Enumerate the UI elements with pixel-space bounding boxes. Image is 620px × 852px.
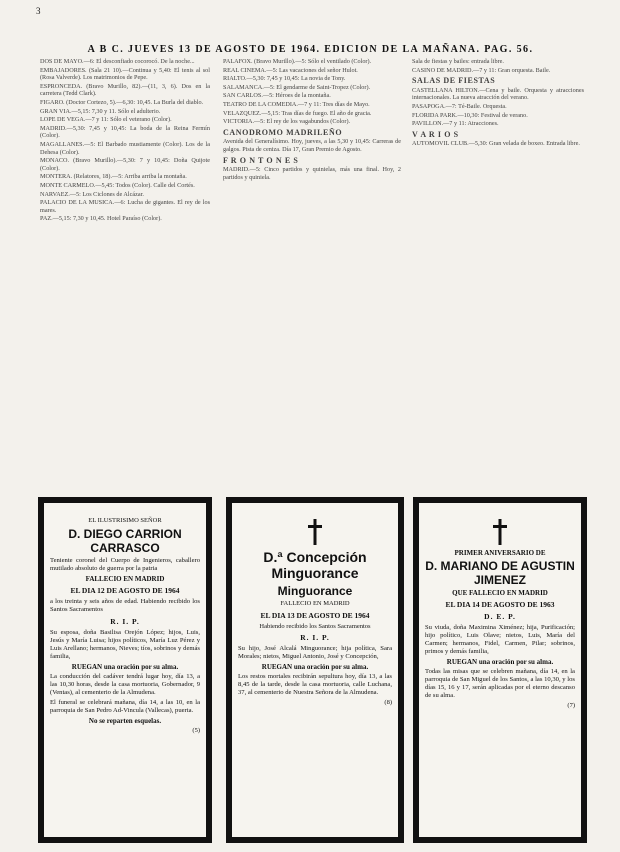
section-heading: SALAS DE FIESTAS bbox=[412, 76, 496, 86]
section-text: AUTOMOVIL CLUB.—5,30: Gran velada de boxeo. Entrada libre. bbox=[412, 140, 580, 148]
listing-entry: PAVILLON.—7 y 11: Atracciones. bbox=[412, 120, 499, 128]
notice-family: Su viuda, doña Maximina Ximénez; hija, Purificación; hijo político, Luis Olave; nietos, Luis, María del Carmen; hermanos, Fidel, Carmen, Pilar; sobrinos, primos y demás familia, bbox=[425, 624, 575, 655]
listing-entry: CASINO DE MADRID.—7 y 11: Gran orquesta. Baile. bbox=[412, 66, 551, 74]
page-header: A B C. JUEVES 13 DE AGOSTO DE 1964. EDICION DE LA MAÑANA. PAG. 56. bbox=[87, 44, 534, 55]
listing-entry: FIGARO. (Doctor Cortezo, 5).—6,30: 10,45. La Burla del diablo. bbox=[40, 98, 204, 106]
notice-date: EL DIA 14 DE AGOSTO DE 1963 bbox=[445, 600, 555, 609]
section-heading: V A R I O S bbox=[412, 129, 459, 139]
notice-request: RUEGAN una oración por su alma. bbox=[261, 663, 369, 671]
notice-name: D. MARIANO DE AGUSTIN JIMENEZ bbox=[425, 559, 575, 587]
listing-entry: RIALTO.—5,30: 7,45 y 10,45: La novia de Tony. bbox=[223, 75, 346, 83]
listing-entry: SALAMANCA.—5: El gendarme de Saint-Tropez (Color). bbox=[223, 83, 371, 91]
listing-entry: VICTORIA.—5: El rey de los vagabundos (Color). bbox=[223, 118, 351, 126]
notice-died: FALLECIO EN MADRID bbox=[280, 600, 350, 607]
section-text: CASTELLANA HILTON.—Cena y baile. Orquesta y atracciones internacionales. La nueva atracción del verano. bbox=[412, 86, 584, 102]
listing-entry: NARVAEZ.—5: Los Ciclones de Alcázar. bbox=[40, 190, 144, 198]
listing-entry: SAN CARLOS.—5: Héroes de la montaña. bbox=[223, 92, 331, 100]
listing-entry: MAGALLANES.—5: El Barbado mustiamente (Color). Los de la Dehesa (Color). bbox=[40, 140, 210, 156]
obituary-notice-1 bbox=[38, 497, 212, 843]
section-heading: F R O N T O N E S bbox=[223, 155, 299, 165]
corner-mark: 3 bbox=[36, 6, 41, 16]
listing-entry: GRAN VIA.—5,15: 7,30 y 11. Sólo el adulterio. bbox=[40, 107, 161, 115]
notice-request: RUEGAN una oración por su alma. bbox=[446, 658, 554, 666]
listings-column-1 bbox=[40, 58, 210, 490]
listing-entry: PAZ.—5,15: 7,30 y 10,45. Hotel Paraíso (Color). bbox=[40, 215, 162, 223]
notice-died: QUE FALLECIO EN MADRID bbox=[452, 589, 548, 597]
listing-entry: REAL CINEMA.—5: Las vacaciones del señor Hulot. bbox=[223, 66, 358, 74]
notice-rip: D. E. P. bbox=[484, 612, 516, 621]
notice-note: No se reparten esquelas. bbox=[88, 716, 162, 725]
notice-name-2: Minguorance bbox=[277, 584, 353, 598]
listings-column-3 bbox=[412, 58, 584, 490]
notice-date: EL DIA 13 DE AGOSTO DE 1964 bbox=[260, 610, 370, 620]
notice-died: FALLECIO EN MADRID bbox=[85, 574, 165, 583]
listing-entry: Sala de fiestas y bailes: entrada libre. bbox=[412, 58, 504, 65]
listing-entry: VELAZQUEZ.—5,15: Tras días de fuego. El año de gracia. bbox=[223, 109, 372, 117]
notice-age: a los treinta y seis años de edad. Habiendo recibido los Santos Sacramentos bbox=[50, 597, 200, 613]
listing-entry: DOS DE MAYO.—6: El desconfiado cocorocó. De la noche... bbox=[40, 58, 195, 65]
notice-date: EL DIA 12 DE AGOSTO DE 1964 bbox=[70, 585, 180, 595]
notice-family: Su hijo, José Alcalá Minguorance; hija política, Sara Morales; nietos, Miguel Antonio, José y Concepción, bbox=[238, 645, 392, 660]
notice-rip: R. I. P. bbox=[300, 633, 330, 642]
notice-description: Teniente coronel del Cuerpo de Ingenieros, caballero mutilado absoluto de guerra por la patria bbox=[50, 556, 200, 572]
notice-funeral: Los restos mortales recibirán sepultura hoy, día 13, a las 8,45 de la tarde, desde la casa mortuoria, calle Luchana, 37, al cementerio de Nuestra Señora de la Almudena. bbox=[238, 673, 392, 696]
listing-entry: MONTERA. (Relatores, 18).—5: Arriba arriba la montaña. bbox=[40, 173, 187, 181]
notice-funeral: El funeral se celebrará mañana, día 14, a las 10, en la parroquia de San Pedro Ad-Vincula (Vallecas), puerta. bbox=[50, 698, 200, 714]
listing-entry: FLORIDA PARK.—10,30: Festival de verano. bbox=[412, 111, 528, 119]
notice-request: RUEGAN una oración por su alma. bbox=[71, 662, 179, 671]
notice-name: D.ª Concepción Minguorance bbox=[263, 549, 367, 581]
listing-entry: MONACO. (Bravo Murillo).—5,30: 7 y 10,45: Doña Quijote (Color). bbox=[40, 157, 210, 172]
section-text: MADRID.—5: Cinco partidos y quinielas, más una final. Hoy, 2 partidos y quiniela. bbox=[223, 166, 401, 181]
notice-ref: (8) bbox=[384, 699, 392, 706]
listing-entry: LOPE DE VEGA.—7 y 11: Sólo el veterano (Color). bbox=[40, 116, 172, 124]
notice-name: D. DIEGO CARRION CARRASCO bbox=[68, 526, 182, 555]
listings-column-2 bbox=[223, 58, 401, 490]
notice-ref: (7) bbox=[567, 702, 575, 709]
obituary-notice-2 bbox=[226, 497, 404, 843]
notice-intro: EL ILUSTRISIMO SEÑOR bbox=[88, 517, 162, 524]
section-heading: CANODROMO MADRILEÑO bbox=[223, 127, 343, 137]
listing-entry: MADRID.—5,30: 7,45 y 10,45: La boda de la Reina Fermín (Color). bbox=[40, 124, 210, 140]
listing-entry: PALAFOX. (Bravo Murillo).—5: Sólo el ventilado (Color). bbox=[223, 58, 372, 65]
notice-family: Su esposa, doña Basilisa Orejón López; hijos, Luis, Jesús y María Luisa; hijos políticos, María Luz Pérez y Luis Arellano; hermanos, Nieves; tíos, sobrinos y demás familia, bbox=[50, 628, 200, 660]
listing-entry: PALACIO DE LA MUSICA.—6: Lucha de gigantes. El rey de los mares. bbox=[40, 199, 210, 214]
cross-icon bbox=[308, 519, 322, 545]
obituary-notice-3 bbox=[413, 497, 587, 843]
section-text: Avenida del Generalísimo. Hoy, jueves, a las 5,30 y 10,45: Carreras de galgos. Pista de ceniza. Día 17, Gran Premio de Agosto. bbox=[223, 138, 401, 153]
notice-ref: (5) bbox=[192, 726, 200, 734]
listing-entry: EMBAJADORES. (Sala 21 10).—Continua y 5,40: El tenis al sol (Rosa Valverde). Los matrimonios de Pepe. bbox=[40, 66, 210, 82]
notice-masses: Todas las misas que se celebren mañana, día 14, en la parroquia de San Miguel de los Santos, a las 10,30, y los días 15, 16 y 17, serán aplicadas por el eterno descanso de su alma. bbox=[425, 668, 575, 699]
listing-entry: MONTE CARMELO.—5,45: Todos (Color). Calle del Cortés. bbox=[40, 181, 195, 189]
cross-icon bbox=[493, 519, 507, 545]
notice-conduction: La conducción del cadáver tendrá lugar hoy, día 13, a las 10,30 horas, desde la casa mortuoria, Gobernador, 9 (Ventas), al cementerio de la Almudena. bbox=[50, 672, 200, 696]
notice-age: Habiendo recibido los Santos Sacramentos bbox=[259, 622, 371, 630]
notice-rip: R. I. P. bbox=[110, 616, 140, 626]
listing-entry: TEATRO DE LA COMEDIA.—7 y 11: Tres días de Mayo. bbox=[223, 100, 370, 108]
notice-intro: PRIMER ANIVERSARIO DE bbox=[454, 549, 546, 557]
listing-entry: PASAPOGA.—7: Té-Baile. Orquesta. bbox=[412, 102, 507, 110]
listing-entry: ESPRONCEDA. (Bravo Murillo, 82).—(11, 3, 6). Dos en la carretera (Tedd Clark). bbox=[40, 82, 210, 98]
